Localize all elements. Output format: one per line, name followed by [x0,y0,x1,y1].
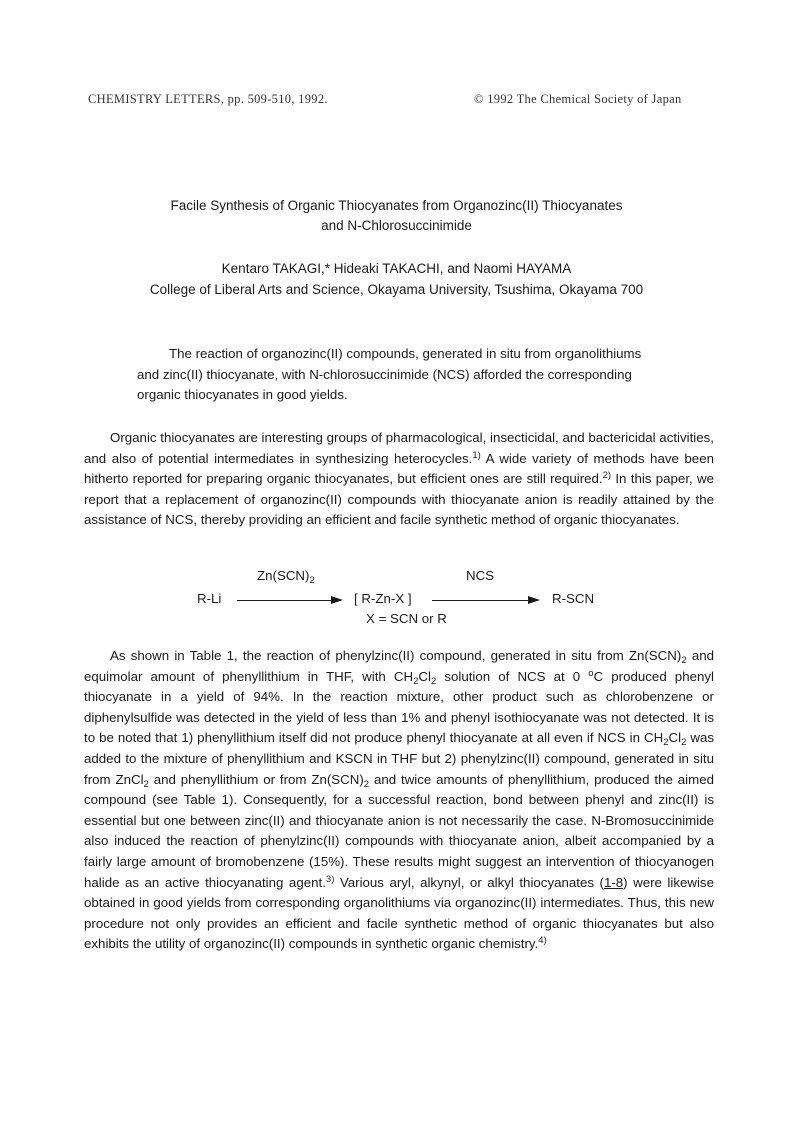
reference-4: 4) [538,935,547,947]
intro-text-a: Organic thiocyanates are interesting groups of pharmacological, insecticidal, and bactericidal activities, and also of potential intermediates in synthesizing heterocycles. [84,430,714,466]
paper-title-line-2: and N-Chlorosuccinimide [321,218,472,233]
intro-text-c: In this paper, we report that a replacement of organozinc(II) compounds with thiocyanate anion is readily attained by the assistance of NCS, thereby providing an efficient and facile synthetic method of organic thiocyanates. [84,471,714,528]
degree-symbol: o [588,667,594,679]
product-thiocyanate: R-SCN [552,591,595,606]
intro-text-b: A wide variety of methods have been hitherto reported for preparing organic thiocyanates, but efficient ones are still required. [84,450,714,487]
starting-material: R-Li [197,591,222,606]
copyright-notice: © 1992 The Chemical Society of Japan [474,92,682,106]
introduction-paragraph [84,428,714,531]
abstract-line-2: and zinc(II) thiocyanate, with N-chlorosuccinimide (NCS) afforded the corresponding [137,366,632,382]
reference-1: 1) [472,449,481,461]
reaction-arrow-2 [432,600,538,601]
reference-2: 2) [602,470,612,482]
zinc-intermediate: [ R-Zn-X ] [354,591,412,606]
paper-title-line-1: Facile Synthesis of Organic Thiocyanates from Organozinc(II) Thiocyanates [170,198,623,213]
author-affiliation: College of Liberal Arts and Science, Okayama University, Tsushima, Okayama 700 [149,282,644,297]
intermediate-condition: X = SCN or R [366,611,447,626]
reaction-scheme [0,560,793,640]
reagent-ncs: NCS [466,568,495,583]
abstract-line-1: The reaction of organozinc(II) compounds, generated in situ from organolithiums [169,346,642,361]
reagent-zinc-thiocyanate: $Zn(SCN)_2$ [257,568,315,586]
reference-3: 3) [325,873,335,885]
abstract-line-3: organic thiocyanates in good yields. [137,387,348,402]
abstract [137,344,677,406]
compound-range: 1-8 [603,874,624,890]
results-paragraph: As shown in Table 1, the reaction of phenylzinc(II) compound, generated in situ from $Zn(SCN)_2$ and equimolar amount of phenyllithium in THF, with $CH_2Cl_2$ solution of NCS at 0 $^o$C produced phenyl thiocyanate in a yield of 94%. In the reaction mixture, other product such as chlorobenzene or diphenylsulfide was detected in the yield of less than 1% and phenyl isothiocyanate was not detected. It is to be noted that 1) phenyllithium itself did not produce phenyl thiocyanate at all even if NCS in $CH_2Cl_2$ was added to the mixture of phenyllithium and KSCN in THF but 2) phenylzinc(II) compound, generated in situ from ZnCl$_2$ and phenyllithium or from $Zn(SCN)_2$ and twice amounts of phenyllithium, produced the aimed compound (see Table 1). Consequently, for a successful reaction, bond between phenyl and zinc(II) is essential but one between zinc(II) and thiocyanate anion is not necessarily the case. N-Bromosuccinimide also induced the reaction of phenylzinc(II) compounds with thiocyanate anion, albeit accompanied by a fairly large amount of bromobenzene (15%). These results might suggest an intervention of thiocyanogen halide as an active thiocyanating agent.$^{3)}$ Various aryl, alkynyl, or alkyl thiocyanates (1-8) were likewise obtained in good yields from corresponding organolithiums via organozinc(II) intermediates. Thus, this new procedure not only provides an efficient and facile synthetic method of organic thiocyanates but also exhibits the utility of organozinc(II) compounds in synthetic organic chemistry.$^{4)}$ [84,648,715,952]
journal-citation: CHEMISTRY LETTERS, pp. 509-510, 1992. [88,92,328,106]
reaction-arrow-1 [237,600,341,601]
author-names: Kentaro TAKAGI,* Hideaki TAKACHI, and Naomi HAYAMA [221,261,572,276]
